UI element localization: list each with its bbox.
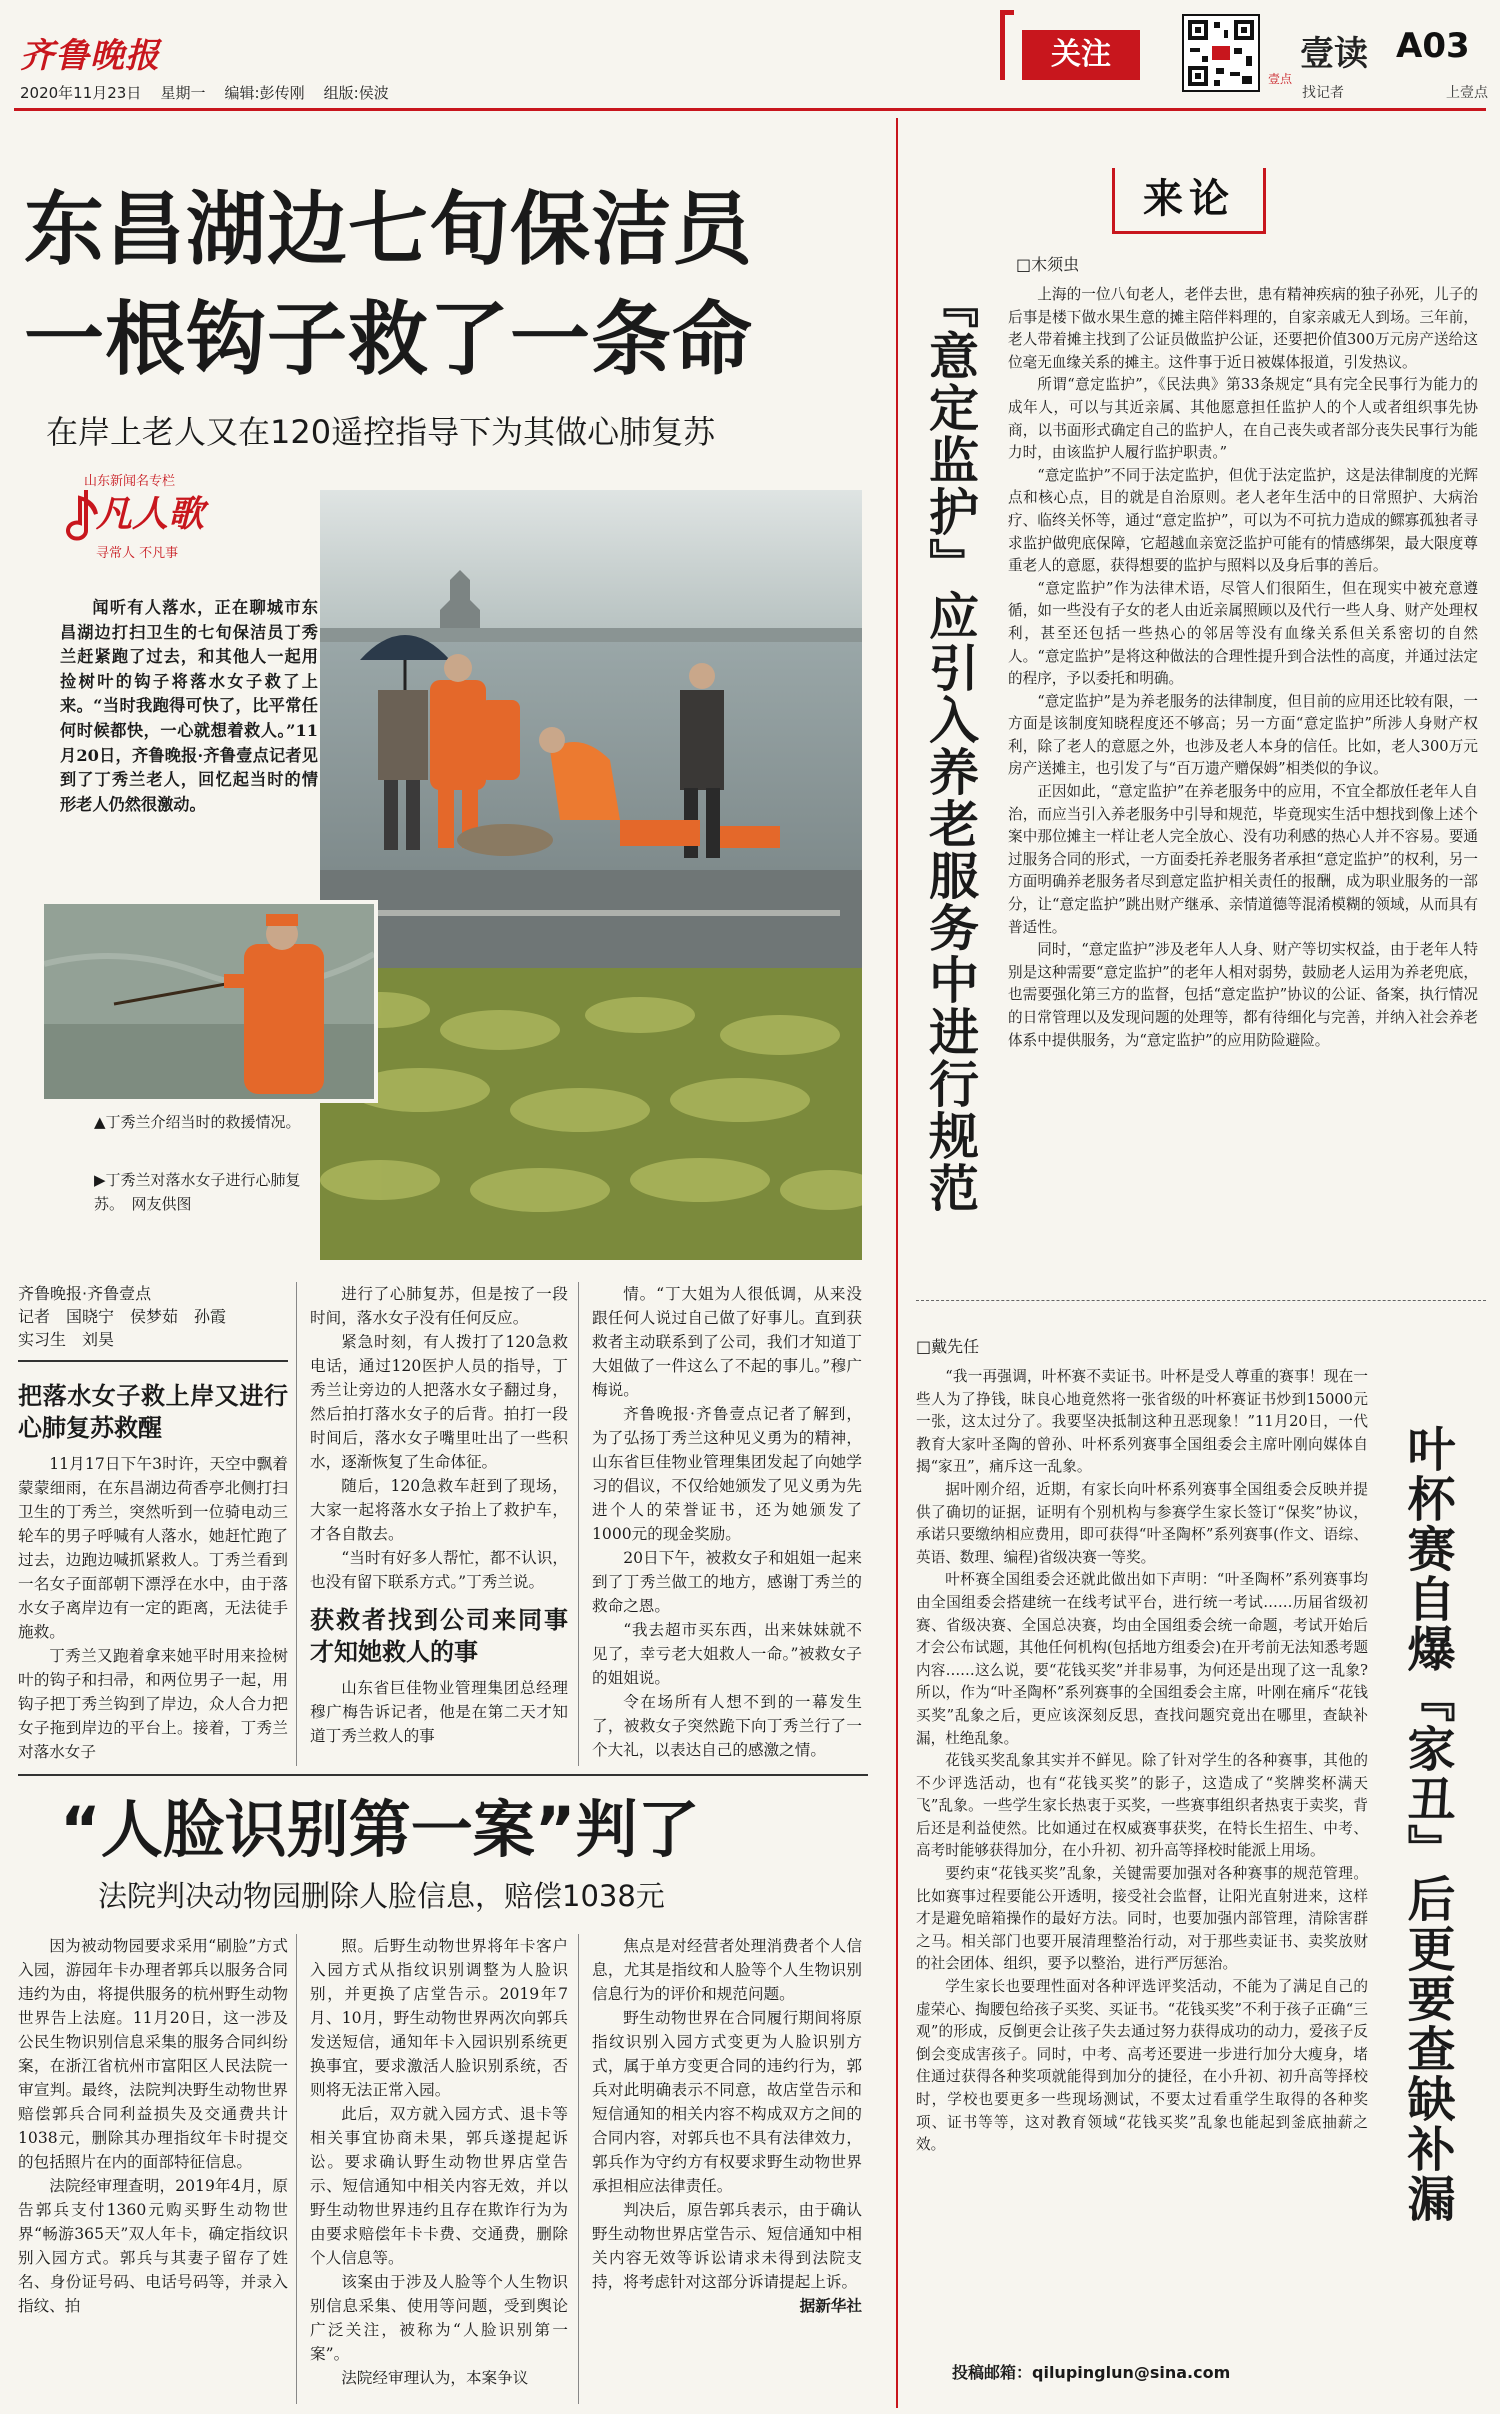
music-note-icon bbox=[66, 486, 100, 546]
brand-name: 壹读 bbox=[1300, 34, 1368, 74]
column-badge-top: 山东新闻名专栏 bbox=[84, 474, 176, 489]
issue-weekday: 星期一 bbox=[160, 84, 206, 102]
slogan-right: 上壹点 bbox=[1446, 85, 1488, 101]
story-divider bbox=[18, 1774, 868, 1776]
slogan-left: 找记者 bbox=[1302, 85, 1344, 101]
lead-intro: 闻听有人落水，正在聊城市东昌湖边打扫卫生的七旬保洁员丁秀兰赶紧跑了过去，和其他人一起用捡树叶的钩子将落水女子救了上来。“当时我跑得可快了，比平常任何时候都快，一心就想着救人。”11月20日，齐鲁晚报·齐鲁壹点记者见到了丁秀兰老人，回忆起当时的情形老人仍然很激动。 bbox=[60, 598, 318, 814]
qr-label: 壹点 bbox=[1268, 72, 1293, 86]
lead-subheading-2: 获救者找到公司来同事才知她救人的事 bbox=[310, 1606, 568, 1666]
worker-pointing-illustration bbox=[44, 904, 374, 1099]
second-subhead: 法院判决动物园删除人脸信息，赔偿1038元 bbox=[98, 1879, 665, 1913]
second-column-2: 照。后野生动物世界将年卡客户入园方式从指纹识别调整为人脸识别，并更换了店堂告示。2019年7月、10月，野生动物世界两次向郭兵发送短信，通知年卡入园识别系统更换事宜，要求激活人脸识别系统，否则将无法正常入园。 此后，双方就入园方式、退卡等相关事宜协商未果，郭兵遂提起诉讼。要求确认野生动物世界店堂告示、短信通知中相关内容无效，并以野生动物世界违约且存在欺诈行为为由要求赔偿年卡卡费、交通费，删除个人信息等。 该案由于涉及人脸等个人生物识别信息采集、使用等问题，受到舆论广泛关注，被称为“人脸识别第一案”。 法院经审理认为，本案争议 bbox=[310, 1937, 568, 2387]
column-badge-name: 凡人歌 bbox=[96, 493, 205, 535]
lead-subhead: 在岸上老人又在120遥控指导下为其做心肺复苏 bbox=[46, 413, 716, 451]
column-rule bbox=[296, 1282, 297, 1766]
contact-email[interactable]: 投稿邮箱：qilupinglun@sina.com bbox=[952, 2363, 1231, 2382]
commentary-label: 来论 bbox=[1143, 175, 1235, 222]
masthead-slogan bbox=[1302, 82, 1488, 102]
commentary-headline-1: 『意定监护』应引入养老服务中进行规范 bbox=[921, 278, 979, 1214]
page-divider bbox=[896, 118, 898, 2408]
column-badge bbox=[60, 470, 260, 568]
column-rule bbox=[296, 1934, 297, 2404]
rescue-photo-inset bbox=[40, 900, 378, 1103]
lake-rescue-illustration bbox=[320, 490, 862, 1260]
column-rule bbox=[578, 1934, 579, 2404]
second-credit: 据新华社 bbox=[799, 2297, 862, 2315]
photo-caption-2: ▶丁秀兰对落水女子进行心肺复苏。 网友供图 bbox=[94, 1171, 301, 1213]
commentary-label-box bbox=[1112, 168, 1266, 234]
second-column-1: 因为被动物园要求采用“刷脸”方式入园，游园年卡办理者郭兵以服务合同违约为由，将提供服务的杭州野生动物世界告上法庭。11月20日，这一涉及公民生物识别信息采集的服务合同纠纷案，在浙江省杭州市富阳区人民法院一审宣判。最终，法院判决野生动物世界赔偿郭兵合同利益损失及交通费共计1038元，删除其办理指纹年卡时提交的包括照片在内的面部特征信息。 法院经审理查明，2019年4月，原告郭兵支付1360元购买野生动物世界“畅游365天”双人年卡，确定指纹识别入园方式。郭兵与其妻子留存了姓名、身份证号码、电话号码等，并录入指纹、拍 bbox=[18, 1937, 288, 2315]
photo-caption-1: ▲丁秀兰介绍当时的救援情况。 bbox=[94, 1113, 301, 1131]
masthead-rule bbox=[14, 108, 1486, 111]
lead-headline-1: 东昌湖边七旬保洁员 bbox=[24, 183, 753, 276]
commentary-author-2: □戴先任 bbox=[916, 1337, 980, 1356]
lead-column-3: 情。“丁大姐为人很低调，从来没跟任何人说过自己做了好事儿。直到获救者主动联系到了公司，我们才知道丁大姐做了一件这么了不起的事儿。”穆广梅说。 齐鲁晚报·齐鲁壹点记者了解到，为了弘扬丁秀兰这种见义勇为的精神，山东省巨佳物业管理集团发起了向她学习的倡议，不仅给她颁发了见义勇为先进个人的荣誉证书，还为她颁发了1000元的现金奖励。 20日下午，被救女子和姐姐一起来到了丁秀兰做工的地方，感谢丁秀兰的救命之恩。 “我去超市买东西，出来妹妹就不见了，幸亏老大姐救人一命。”被救女子的姐姐说。 令在场所有人想不到的一幕发生了，被救女子突然跪下向丁秀兰行了一个大礼，以表达自己的感激之情。 bbox=[592, 1285, 862, 1759]
byline-outlet: 齐鲁晚报·齐鲁壹点 bbox=[18, 1284, 152, 1303]
second-headline: “人脸识别第一案”判了 bbox=[60, 1793, 700, 1866]
byline-intern: 实习生 刘昊 bbox=[18, 1330, 115, 1349]
lead-column-2: 进行了心肺复苏，但是按了一段时间，落水女子没有任何反应。 紧急时刻，有人拨打了120急救电话，通过120医护人员的指导，丁秀兰让旁边的人把落水女子翻过身，然后拍打落水女子的后背。拍打一段时间后，落水女子嘴里吐出了一些积水，逐渐恢复了生命体征。 随后，120急救车赶到了现场，大家一起将落水女子抬上了救护车，才各自散去。 “当时有好多人帮忙，都不认识，也没有留下联系方式。”丁秀兰说。 获救者找到公司来同事才知她救人的事 山东省巨佳物业管理集团总经理穆广梅告诉记者，他是在第二天才知道丁秀兰救人的事 bbox=[310, 1285, 568, 1745]
lead-subheading-1: 把落水女子救上岸又进行心肺复苏救醒 bbox=[18, 1382, 288, 1442]
lead-byline bbox=[18, 1282, 288, 1351]
commentary-body-2: “我一再强调，叶杯赛不卖证书。叶杯是受人尊重的赛事！现在一些人为了挣钱，昧良心地竟然将一张省级的叶杯赛证书炒到15000元一张，这太过分了。我要坚决抵制这种丑恶现象！”11月20日，一代教育大家叶圣陶的曾孙、叶杯系列赛事全国组委会主席叶刚向媒体自揭“家丑”，痛斥这一乱象。 据叶刚介绍，近期，有家长向叶杯系列赛事全国组委会反映并提供了确切的证据，证明有个别机构与参赛学生家长签订“保奖”协议，承诺只要缴纳相应费用，即可获得“叶圣陶杯”系列赛事(作文、语综、英语、数理、编程)省级决赛一等奖。 叶杯赛全国组委会还就此做出如下声明：“叶圣陶杯”系列赛事均由全国组委会搭建统一在线考试平台，进行统一考试……历届省级初赛、省级决赛、全国总决赛，均由全国组委会统一命题，考试开始后才会公布试题，其他任何机构(包括地方组委会)在开考前无法知悉考题内容……这么说，要“花钱买奖”并非易事，为何还是出现了这一乱象?所以，作为“叶圣陶杯”系列赛事的全国组委会主席，叶刚在痛斥“花钱买奖”乱象之后，更应该深刻反思，查找问题究竟出在哪里，查缺补漏，杜绝乱象。 花钱买奖乱象其实并不鲜见。除了针对学生的各种赛事，其他的不少评选活动，也有“花钱买奖”的影子，这造成了“奖牌奖杯满天飞”乱象。一些学生家长热衷于买奖，一些赛事组织者热衷于卖奖，背后还是利益使然。比如通过在权威赛事获奖，在特长生招生、中考、高考时能够获得加分，在小升初、初升高等择校时能派上用场。 要约束“花钱买奖”乱象，关键需要加强对各种赛事的规范管理。比如赛事过程要能公开透明，接受社会监督，让阳光直射进来，这样才是避免暗箱操作的最好方法。同时，也要加强内部管理，清除害群之马。相关部门也要开展清理整治行动，对于那些卖证书、卖奖放财的社会团体、组织，要予以整治，进行严厉惩治。 学生家长也要理性面对各种评选评奖活动，不能为了满足自己的虚荣心、掏腰包给孩子买奖、买证书。“花钱买奖”不利于孩子正确“三观”的形成，反倒更会让孩子失去通过努力获得成功的动力，爱孩子反倒会变成害孩子。同时，中考、高考还要进一步进行加分大瘦身，堵住通过获得各种奖项就能得到加分的捷径，在小升初、初升高等择校时，学校也要更多一些现场测试，不要太过看重学生取得的各种奖项、证书等等，这对教育领域“花钱买奖”乱象也能起到釜底抽薪之效。 bbox=[916, 1368, 1368, 2154]
newspaper-logo: 齐鲁晚报 bbox=[20, 36, 160, 76]
column-badge-sub: 寻常人 不凡事 bbox=[96, 546, 179, 561]
qr-code-icon bbox=[1184, 16, 1258, 90]
masthead-info-line bbox=[20, 82, 389, 103]
editor-credit: 编辑:彭传刚 bbox=[224, 84, 305, 102]
commentary-divider bbox=[916, 1300, 1486, 1301]
masthead bbox=[0, 0, 1500, 118]
section-label: 关注 bbox=[1022, 30, 1140, 80]
byline-reporters: 记者 国晓宁 侯梦茹 孙霞 bbox=[18, 1307, 227, 1326]
rescue-photo-main bbox=[320, 490, 862, 1260]
qr-code[interactable] bbox=[1182, 14, 1260, 92]
commentary-body-1: 上海的一位八旬老人，老伴去世，患有精神疾病的独子孙死，儿子的后事是楼下做水果生意的摊主陪伴料理的，自家亲戚无人到场。三年前，老人带着摊主找到了公证员做监护公证，还要把价值300万元房产送给这位毫无血缘关系的摊主。这件事于近日被媒体报道，引发热议。 所谓“意定监护”，《民法典》第33条规定“具有完全民事行为能力的成年人，可以与其近亲属、其他愿意担任监护人的个人或者组织事先协商，以书面形式确定自己的监护人，在自己丧失或者部分丧失民事行为能力时，由该监护人履行监护职责。” “意定监护”不同于法定监护，但优于法定监护，这是法律制度的光辉点和核心点，目的就是自治原则。老人老年生活中的日常照护、大病治疗、临终关怀等，通过“意定监护”，可以为不可抗力造成的鳏寡孤独者寻求监护做兜底保障，它超越血亲宽泛监护可能有的情感绑架，最大限度尊重老人的意愿，获得想要的监护与照料以及身后事的善后。 “意定监护”作为法律术语，尽管人们很陌生，但在现实中被充意遵循，如一些没有子女的老人由近亲属照顾以及代行一些人身、财产处理权利，甚至还包括一些热心的邻居等没有血缘关系但关系密切的自然人。“意定监护”是将这种做法的合理性提升到合法性的高度，并通过法定的程序，予以委托和明确。 “意定监护”是为养老服务的法律制度，但目前的应用还比较有限，一方面是该制度知晓程度还不够高；另一方面“意定监护”所涉人身财产权利，除了老人的意愿之外，也涉及老人本身的信任。比如，老人300万元房产送摊主，也引发了与“百万遗产赠保姆”相类似的争议。 正因如此，“意定监护”在养老服务中的应用，不宜全都放任老年人自治，而应当引入养老服务中引导和规范，毕竟现实生活中想找到像上述个案中那位摊主一样让老人完全放心、没有功利感的热心人并不容易。要通过服务合同的形式，一方面委托养老服务者承担“意定监护”的权利，另一方面明确养老服务者尽到意定监护相关责任的报酬，成为职业服务的一部分，让“意定监护”跳出财产继承、亲情道德等混淆模糊的领域，从而具有普适性。 同时，“意定监护”涉及老年人人身、财产等切实权益，由于老年人特别是这种需要“意定监护”的老年人相对弱势，鼓励老人运用为养老兜底，也需要强化第三方的监督，包括“意定监护”协议的公证、备案，执行情况的日常管理以及发现问题的处理等，都有待细化与完善，并纳入社会养老体系中提供服务，为“意定监护”的应用防险避险。 bbox=[1008, 286, 1478, 1049]
issue-date: 2020年11月23日 bbox=[20, 84, 142, 102]
lead-column-1: 把落水女子救上岸又进行心肺复苏救醒 11月17日下午3时许，天空中飘着蒙蒙细雨，在东昌湖边荷香亭北侧打扫卫生的丁秀兰，突然听到一位骑电动三轮车的男子呼喊有人落水，她赶忙跑了过去，边跑边喊抓紧救人。丁秀兰看到一名女子面部朝下漂浮在水中，由于落水女子离岸边有一定的距离，无法徒手施救。 丁秀兰又跑着拿来她平时用来捡树叶的钩子和扫帚，和两位男子一起，用钩子把丁秀兰钩到了岸边，众人合力把女子拖到岸边的平台上。接着，丁秀兰对落水女子 bbox=[18, 1382, 288, 1761]
second-column-3: 焦点是对经营者处理消费者个人信息，尤其是指纹和人脸等个人生物识别信息行为的评价和规范问题。 野生动物世界在合同履行期间将原指纹识别入园方式变更为人脸识别方式，属于单方变更合同的违约行为，郭兵对此明确表示不同意，故店堂告示和短信通知的相关内容不构成双方之间的合同内容，对郭兵也不具有法律效力，郭兵作为守约方有权要求野生动物世界承担相应法律责任。 判决后，原告郭兵表示，由于确认野生动物世界店堂告示、短信通知中相关内容无效等诉讼请求未得到法院支持，将考虑针对这部分诉请提起上诉。 据新华社 bbox=[592, 1934, 862, 2404]
commentary-headline-2: 叶杯赛自爆『家丑』后更要查缺补漏 bbox=[1399, 1424, 1455, 2224]
lead-headline-2: 一根钩子救了一条命 bbox=[24, 293, 753, 386]
layout-credit: 组版:侯波 bbox=[323, 84, 389, 102]
section-tab bbox=[1000, 10, 1144, 80]
page-number: A03 bbox=[1396, 26, 1470, 66]
byline-rule bbox=[18, 1360, 288, 1362]
commentary-author-1: □木须虫 bbox=[1016, 255, 1080, 274]
column-rule bbox=[578, 1282, 579, 1766]
